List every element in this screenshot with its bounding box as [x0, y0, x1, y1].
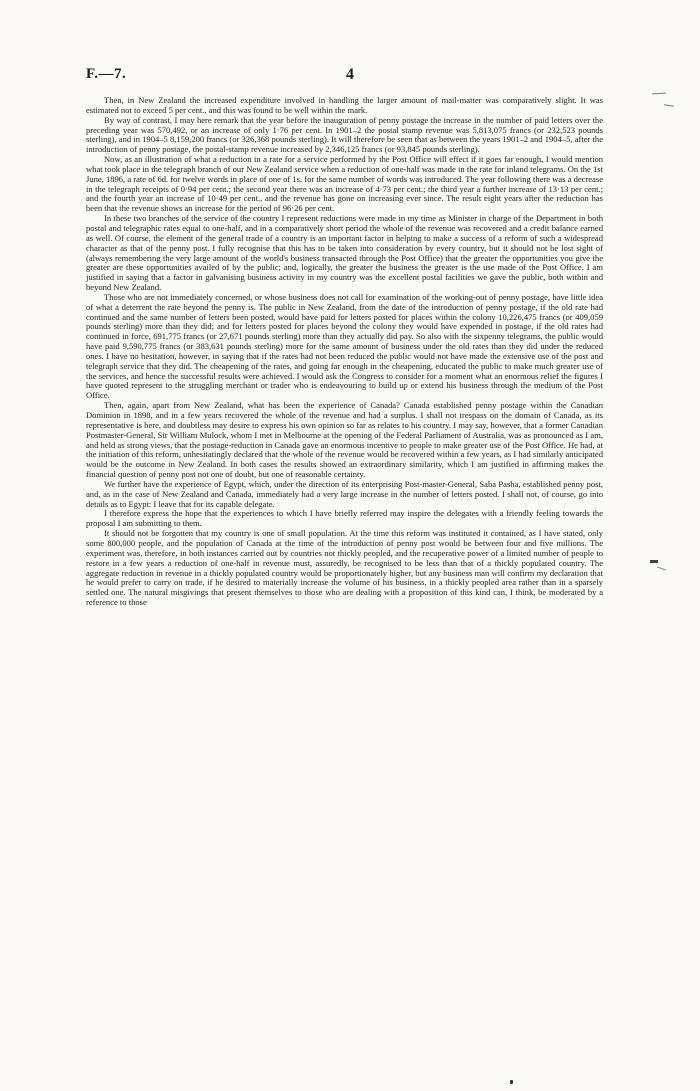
paragraph: We further have the experience of Egypt, which, under the direction of its enterprising Post-master-General, Saba Pasha, established penny post, and, as in the case of New Zealand and Canada, immediately had a very large increase in the number of letters posted. I shall not, of course, go into details as to Egypt: I leave that for its capable delegate.: [86, 478, 603, 509]
paragraph: In these two branches of the service of the country I represent reductions were made in my time as Minister in charge of the Department in both postal and telegraphic rates equal to one-half, and in a comparatively short period the whole of the revenue was recovered and a credit balance earned as well. Of course, the element of the general trade of a country is an important factor in helping to make a success of a reform of such a widespread character as that of the penny post. I fully recognise that this has to be taken into consideration by every country, but it should not be lost sight of (always remembering the very large amount of the world's business transacted through the Post Office) that the greater the opportunities you give the greater are these opportunities availed of by the public; and, logically, the greater the business the greater is the use made of the Post Office. I am justified in saying that a factor in galvanising business activity in my country was the excellent postal facilities we gave the public, both within and beyond New Zealand.: [86, 213, 603, 293]
margin-pencil-mark: [650, 560, 658, 563]
paragraph: Now, as an illustration of what a reduction in a rate for a service performed by the Post Office will effect if it goes far enough, I would mention what took place in the telegraph branch of our New Zealand service when a reduction of one-half was made in the rate for inland telegrams. On the 1st June, 1896, a rate of 6d. for twelve words in place of one of 1s. for the same number of words was introduced. The year following there was a decrease in the telegraph receipts of 0·94 per cent.; the second year there was an increase of 4·73 per cent.; the third year a further increase of 13·13 per cent.; and the fourth year an increase of 10·49 per cent., and the revenue has gone on increasing ever since. The result eight years after the reduction has been that the revenue shows an increase for the period of 96·26 per cent.: [86, 154, 603, 214]
paragraph: I therefore express the hope that the experiences to which I have briefly referred may inspire the delegates with a friendly feeling towards the proposal I am submitting to them.: [86, 508, 603, 529]
body-text: [86, 96, 603, 608]
paragraph: Those who are not immediately concerned, or whose business does not call for examination of the working-out of penny postage, have little idea of what a deterrent the rate beyond the penny is. The public in New Zealand, from the date of the introduction of penny postage, if the old rate had continued and the same number of letters been posted, would have paid for letters posted for places within the colony 10,226,475 francs (or 409,059 pounds sterling) more than they did; and for letters posted for places beyond the colony they would have expended in postage, if the old rates had continued in force, 691,775 francs (or 27,671 pounds sterling) more than they actually did pay. So also with the sixpenny telegrams, the public would have paid 9,590,775 francs (or 383,631 pounds sterling) more for the same amount of business under the old rates than they did under the reduced ones. I have no hesitation, however, in saying that if the rates had not been reduced the public would not have made the extensive use of the post and telegraph service that they did. The cheapening of the rates, and going far enough in the cheapening, educated the public to make much greater use of the services, and hence the successful results were achieved. I would ask the Congress to consider for a moment what an enormous relief the figures I have quoted represent to the struggling merchant or trader who is endeavouring to build up or extend his business through the medium of the Post Office.: [86, 291, 603, 401]
margin-pencil-mark: [652, 93, 666, 95]
scan-speck: [510, 1080, 513, 1084]
margin-pencil-mark: [664, 104, 674, 106]
document-reference: F.—7.: [86, 66, 127, 82]
paragraph: Then, in New Zealand the increased expenditure involved in handling the larger amount of mail-matter was comparatively slight. It was estimated not to exceed 5 per cent., and this was found to be well within the mark.: [86, 95, 603, 115]
page-header: [86, 66, 614, 88]
margin-pencil-mark: [657, 566, 666, 570]
paragraph: By way of contrast, I may here remark that the year before the inauguration of penny postage the increase in the number of paid letters over the preceding year was 570,492, or an increase of only 1·76 per cent. In 1901–2 the postal stamp revenue was 5,813,075 francs (or 232,523 pounds sterling), and in 1904–5 8,159,200 francs (or 326,368 pounds sterling). It will therefore be seen that as between the years 1901–2 and 1904–5, after the introduction of penny postage, the postal-stamp revenue increased by 2,346,125 francs (or 93,845 pounds sterling).: [86, 114, 603, 155]
paragraph: It should not be forgotten that my country is one of small population. At the time this reform was instituted it contained, as I have stated, only some 800,000 people, and the population of Canada at the time of the introduction of penny post would be between four and five millions. The experiment was, therefore, in both instances carried out by countries not thickly peopled, and the recuperative power of a limited number of people to restore in a few years a reduction of one-half in revenue must, assuredly, be recognised to be less than that of a thickly populated country. The aggregate reduction in revenue in a thickly populated country would be proportionately higher, but any business man will confirm my declaration that he would prefer to carry on trade, if he desired to materially increase the volume of his business, in a thickly peopled area rather than in a sparsely settled one. The natural misgivings that present themselves to those who are dealing with a proposition of this kind can, I think, be moderated by a reference to those: [86, 528, 603, 608]
paragraph: Then, again, apart from New Zealand, what has been the experience of Canada? Canada established penny postage within the Canadian Dominion in 1898, and in a few years recovered the whole of the revenue and had a surplus. I shall not trespass on the domain of Canada, as its representative is here, and doubtless may desire to express his own opinion so far as relates to his country. I may say, however, that a former Canadian Postmaster-General, Sir William Mulock, whom I met in Melbourne at the opening of the Federal Parliament of Australia, was as pronounced as I am, and held as strong views, that the postage-reduction in Canada gave an enormous incentive to people to make greater use of the Post Office. He had, at the initiation of this reform, unhesitatingly declared that the whole of the revenue would be recovered within a few years, as I had similarly anticipated would be the outcome in New Zealand. In both cases the results showed an extraordinary similarity, which I am justified in affirming makes the financial question of penny post not one of doubt, but one of reasonable certainty.: [86, 400, 603, 480]
page-number: 4: [346, 66, 354, 83]
